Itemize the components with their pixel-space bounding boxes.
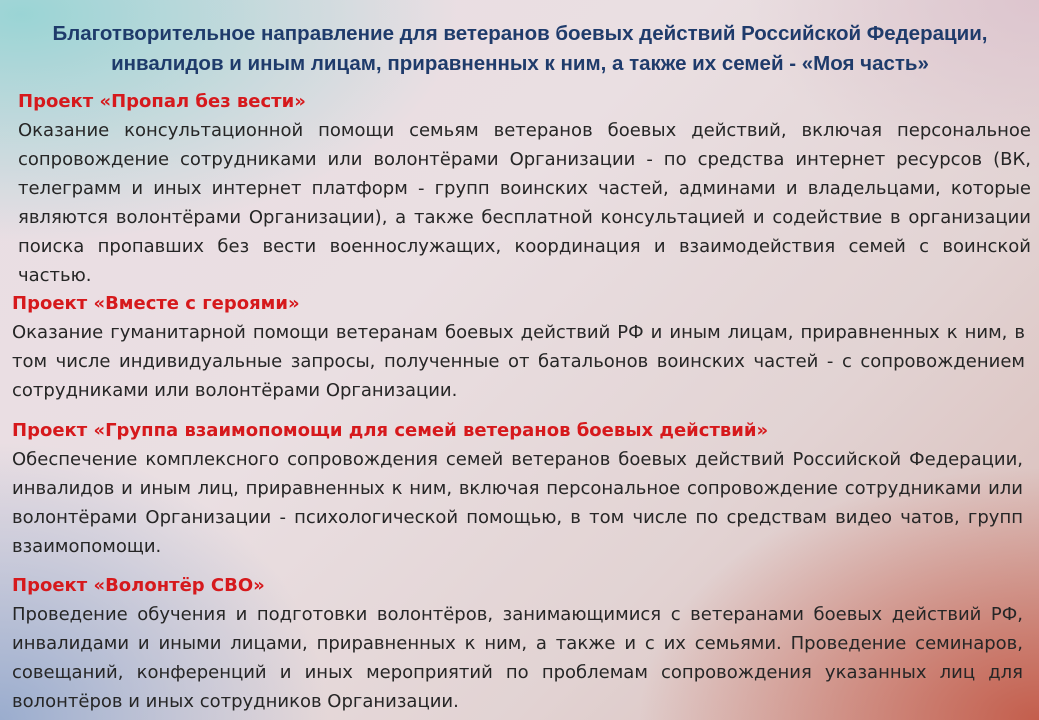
project-description: Оказание гуманитарной помощи ветеранам боевых действий РФ и иным лицам, приравненных к ним, в том числе индивидуальные запросы, полученные от батальонов воинских частей - с сопровождением сотрудниками или волонтёрами Организации.: [12, 322, 1025, 401]
project-heading: Проект «Пропал без вести»: [18, 91, 306, 112]
project-missing: [18, 88, 1031, 290]
page-title: Благотворительное направление для ветеранов боевых действий Российской Федерации, инвалидов и иным лицам, приравненных к ним, а также их семей - «Моя часть»: [52, 22, 988, 75]
project-heading: Проект «Группа взаимопомощи для семей ветеранов боевых действий»: [12, 420, 769, 441]
project-heroes: [12, 290, 1025, 405]
project-volunteer: [12, 572, 1025, 716]
project-description: Обеспечение комплексного сопровождения семей ветеранов боевых действий Российской Федерации, инвалидов и иным лиц, приравненных к ним, включая персональное сопровождение сотрудниками или волонтёрами Организации - психологической помощью, в том числе по средствам видео чатов, групп взаимопомощи.: [12, 449, 1023, 557]
project-mutual-aid: [12, 417, 1025, 561]
project-description: Оказание консультационной помощи семьям ветеранов боевых действий, включая персональное сопровождение сотрудниками или волонтёрами Организации - по средства интернет ресурсов (ВК, телеграмм и иных интернет платформ - групп воинских частей, админами и владельцами, которые являются волонтёрами Организации), а также бесплатной консультацией и содействие в организации поиска пропавших без вести военнослужащих, координация и взаимодействия семей с воинской частью.: [18, 120, 1031, 286]
project-description: Проведение обучения и подготовки волонтёров, занимающимися с ветеранами боевых действий РФ, инвалидами и иными лицами, приравненных к ним, а также и с их семьями. Проведение семинаров, совещаний, конференций и иных мероприятий по проблемам сопровождения указанных лиц для волонтёров и иных сотрудников Организации.: [12, 604, 1023, 712]
project-heading: Проект «Волонтёр СВО»: [12, 575, 265, 596]
project-heading: Проект «Вместе с героями»: [12, 293, 300, 314]
